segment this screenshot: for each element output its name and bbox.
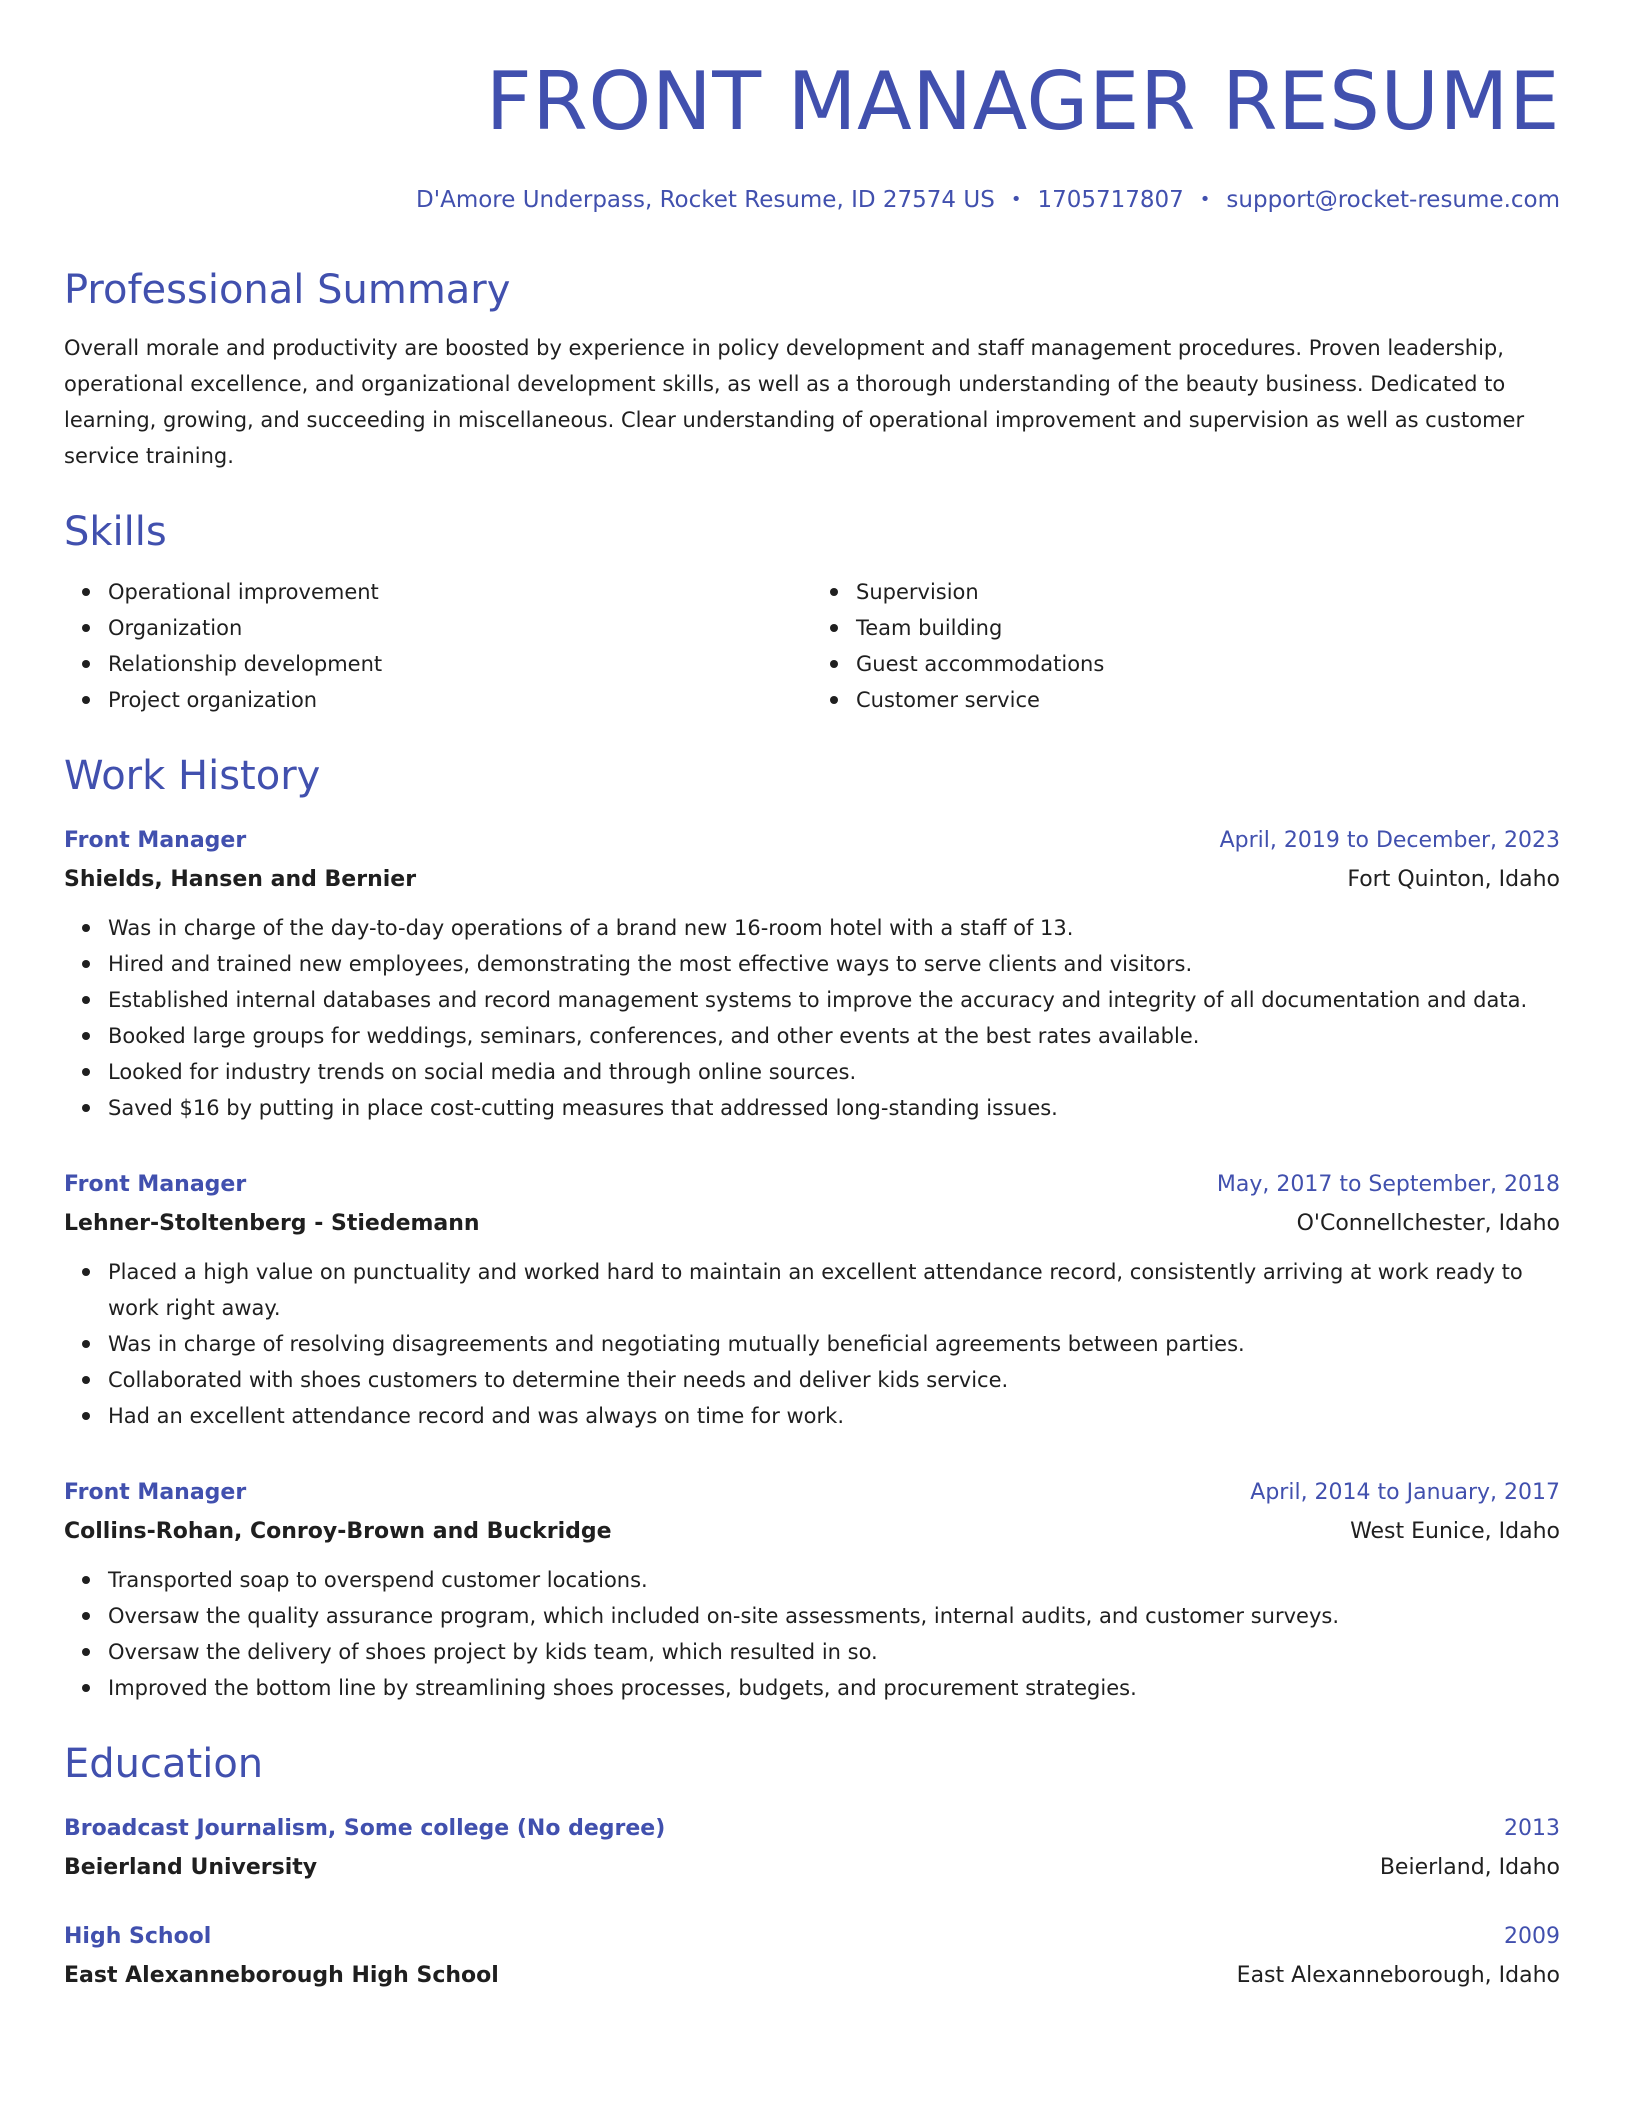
education-school-row <box>64 1956 1560 1996</box>
skill-item: Operational improvement <box>108 574 812 610</box>
job-dates: May, 2017 to September, 2018 <box>1216 1172 1560 1197</box>
skill-item: Organization <box>108 610 812 646</box>
job-bullet: Transported soap to overspend customer locations. <box>108 1562 1560 1598</box>
job-entry <box>64 822 1560 1126</box>
education-year: 2009 <box>1504 1924 1560 1949</box>
job-bullet: Oversaw the quality assurance program, which included on-site assessments, internal audits, and customer surveys. <box>108 1598 1560 1634</box>
job-title: Front Manager <box>64 1480 247 1505</box>
job-location: Fort Quinton, Idaho <box>1347 867 1560 892</box>
job-company: Collins-Rohan, Conroy-Brown and Buckridge <box>64 1519 612 1544</box>
job-company-row <box>64 1512 1560 1552</box>
skills-list-right <box>812 574 1560 718</box>
job-bullet: Improved the bottom line by streamlining shoes processes, budgets, and procurement strategies. <box>108 1670 1560 1706</box>
job-bullet: Was in charge of the day-to-day operations of a brand new 16-room hotel with a staff of 13. <box>108 910 1560 946</box>
job-company: Lehner-Stoltenberg - Stiedemann <box>64 1211 480 1236</box>
job-bullets <box>64 1254 1560 1434</box>
education-header-row <box>64 1918 1560 1956</box>
job-bullets <box>64 1562 1560 1706</box>
education-degree: High School <box>64 1924 212 1949</box>
job-company-row <box>64 860 1560 900</box>
education-section <box>64 1736 1560 1996</box>
job-company-row <box>64 1204 1560 1244</box>
job-bullets <box>64 910 1560 1126</box>
skill-item: Team building <box>856 610 1560 646</box>
resume-header <box>64 48 1560 218</box>
job-title: Front Manager <box>64 828 247 853</box>
skill-item: Supervision <box>856 574 1560 610</box>
skills-section <box>64 504 1560 718</box>
job-bullet: Hired and trained new employees, demonstrating the most effective ways to serve clients and visitors. <box>108 946 1560 982</box>
contact-address: D'Amore Underpass, Rocket Resume, ID 27574 US <box>416 187 995 213</box>
work-history-section <box>64 748 1560 1706</box>
section-title-summary: Professional Summary <box>64 267 511 313</box>
contact-separator: • <box>1199 189 1211 210</box>
contact-separator: • <box>1010 189 1022 210</box>
skill-item: Project organization <box>108 682 812 718</box>
job-location: West Eunice, Idaho <box>1350 1519 1560 1544</box>
job-dates: April, 2019 to December, 2023 <box>1219 828 1560 853</box>
education-school: Beierland University <box>64 1855 318 1880</box>
job-header-row <box>64 822 1560 860</box>
resume-page <box>64 48 1560 1996</box>
summary-text: Overall morale and productivity are boosted by experience in policy development and staff management procedures. Proven leadership, operational excellence, and organizational development skills, as well as a thorough understanding of the beauty business. Dedicated to learning, growing, and succeeding in miscellaneous. Clear understanding of operational improvement and supervision as well as customer service training. <box>64 336 1525 468</box>
education-location: East Alexanneborough, Idaho <box>1236 1963 1560 1988</box>
job-title: Front Manager <box>64 1172 247 1197</box>
education-school: East Alexanneborough High School <box>64 1963 499 1988</box>
education-entry <box>64 1810 1560 1888</box>
job-entry <box>64 1166 1560 1434</box>
job-bullet: Was in charge of resolving disagreements and negotiating mutually beneficial agreements between parties. <box>108 1326 1560 1362</box>
job-header-row <box>64 1474 1560 1512</box>
education-year: 2013 <box>1504 1816 1560 1841</box>
education-entry <box>64 1918 1560 1996</box>
job-bullet: Oversaw the delivery of shoes project by kids team, which resulted in so. <box>108 1634 1560 1670</box>
contact-phone: 1705717807 <box>1037 187 1184 213</box>
job-entry <box>64 1474 1560 1706</box>
job-location: O'Connellchester, Idaho <box>1296 1211 1560 1236</box>
education-header-row <box>64 1810 1560 1848</box>
skill-item: Guest accommodations <box>856 646 1560 682</box>
summary-section <box>64 262 1560 474</box>
job-company: Shields, Hansen and Bernier <box>64 867 417 892</box>
job-bullet: Placed a high value on punctuality and worked hard to maintain an excellent attendance record, consistently arriving at work ready to work right away. <box>108 1254 1560 1326</box>
job-bullet: Looked for industry trends on social media and through online sources. <box>108 1054 1560 1090</box>
resume-name: FRONT MANAGER RESUME <box>485 55 1560 148</box>
job-bullet: Saved $16 by putting in place cost-cutting measures that addressed long-standing issues. <box>108 1090 1560 1126</box>
skill-item: Relationship development <box>108 646 812 682</box>
skills-list-left <box>64 574 812 718</box>
section-title-work-history: Work History <box>64 753 321 799</box>
education-school-row <box>64 1848 1560 1888</box>
job-header-row <box>64 1166 1560 1204</box>
section-title-skills: Skills <box>64 509 167 555</box>
job-bullet: Booked large groups for weddings, seminars, conferences, and other events at the best rates available. <box>108 1018 1560 1054</box>
education-degree: Broadcast Journalism, Some college (No degree) <box>64 1816 666 1841</box>
job-dates: April, 2014 to January, 2017 <box>1250 1480 1560 1505</box>
contact-line <box>64 182 1560 218</box>
job-bullet: Had an excellent attendance record and was always on time for work. <box>108 1398 1560 1434</box>
job-bullet: Established internal databases and record management systems to improve the accuracy and integrity of all documentation and data. <box>108 982 1560 1018</box>
skills-columns <box>64 574 1560 718</box>
education-location: Beierland, Idaho <box>1379 1855 1560 1880</box>
section-title-education: Education <box>64 1741 264 1787</box>
job-bullet: Collaborated with shoes customers to determine their needs and deliver kids service. <box>108 1362 1560 1398</box>
skill-item: Customer service <box>856 682 1560 718</box>
contact-email[interactable]: support@rocket-resume.com <box>1226 187 1560 213</box>
